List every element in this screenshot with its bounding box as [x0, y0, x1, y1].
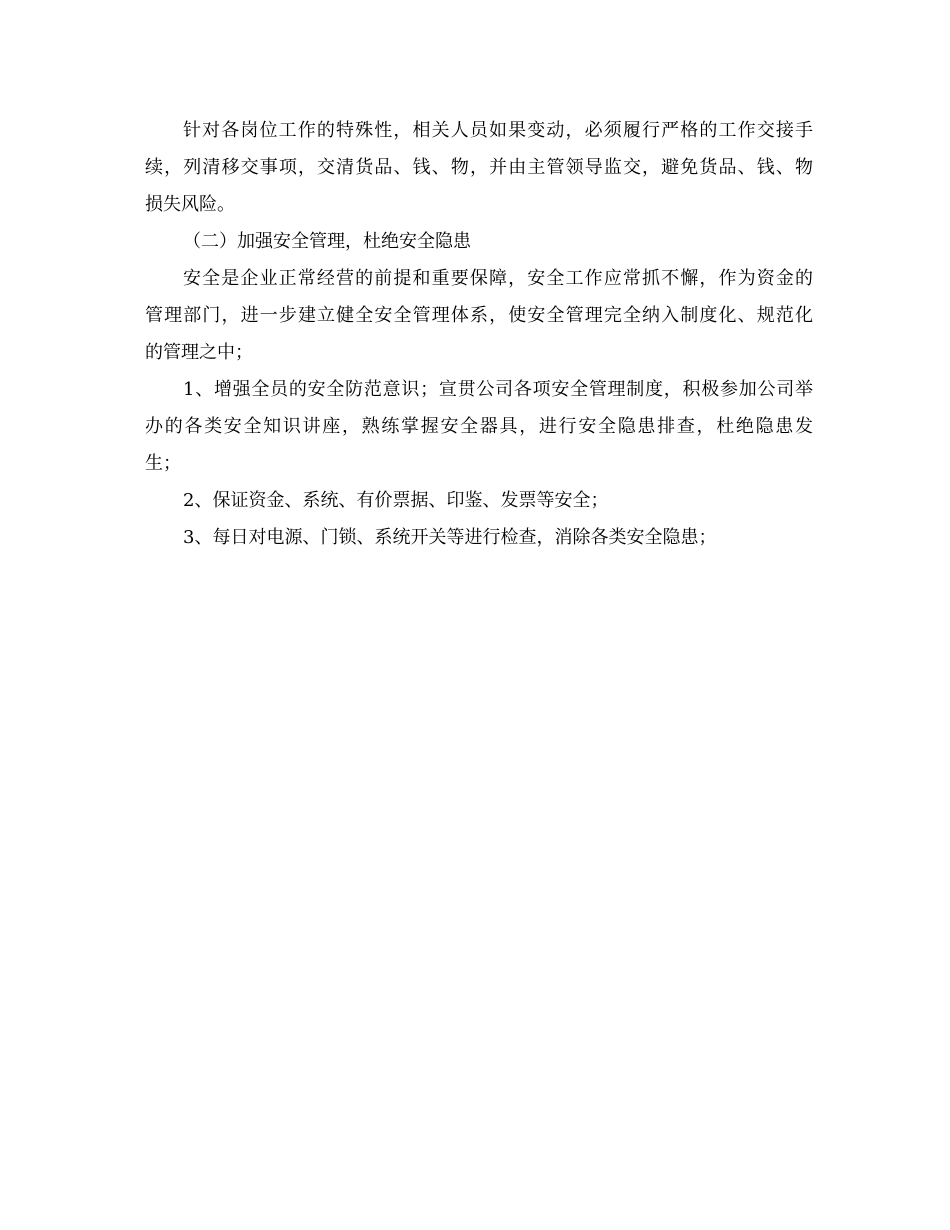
text-line: 3、每日对电源、门锁、系统开关等进行检查，消除各类安全隐患； [183, 527, 717, 548]
text-line: 安全是企业正常经营的前提和重要保障，安全工作应常抓不懈，作为资金的 [183, 268, 813, 289]
section-heading [145, 223, 813, 260]
list-item-2 [145, 482, 813, 519]
list-item-3 [145, 519, 813, 556]
text-line: 生； [145, 453, 181, 474]
paragraph-safety-intro [145, 260, 813, 371]
text-line: 针对各岗位工作的特殊性，相关人员如果变动，必须履行严格的工作交接手 [183, 120, 813, 141]
text-line: 损失风险。 [145, 194, 235, 215]
document-body [145, 112, 813, 556]
text-line: 1、增强全员的安全防范意识；宣贯公司各项安全管理制度，积极参加公司举 [183, 379, 813, 400]
heading-line: （二）加强安全管理，杜绝安全隐患 [183, 231, 471, 252]
text-line: 办的各类安全知识讲座，熟练掌握安全器具，进行安全隐患排查，杜绝隐患发 [145, 416, 813, 437]
text-line: 管理部门，进一步建立健全安全管理体系，使安全管理完全纳入制度化、规范化 [145, 305, 813, 326]
paragraph-handover [145, 112, 813, 223]
text-line: 的管理之中； [145, 342, 253, 363]
list-item-1 [145, 371, 813, 482]
text-line: 2、保证资金、系统、有价票据、印鉴、发票等安全； [183, 490, 609, 511]
text-line: 续，列清移交事项，交清货品、钱、物，并由主管领导监交，避免货品、钱、物 [145, 157, 813, 178]
